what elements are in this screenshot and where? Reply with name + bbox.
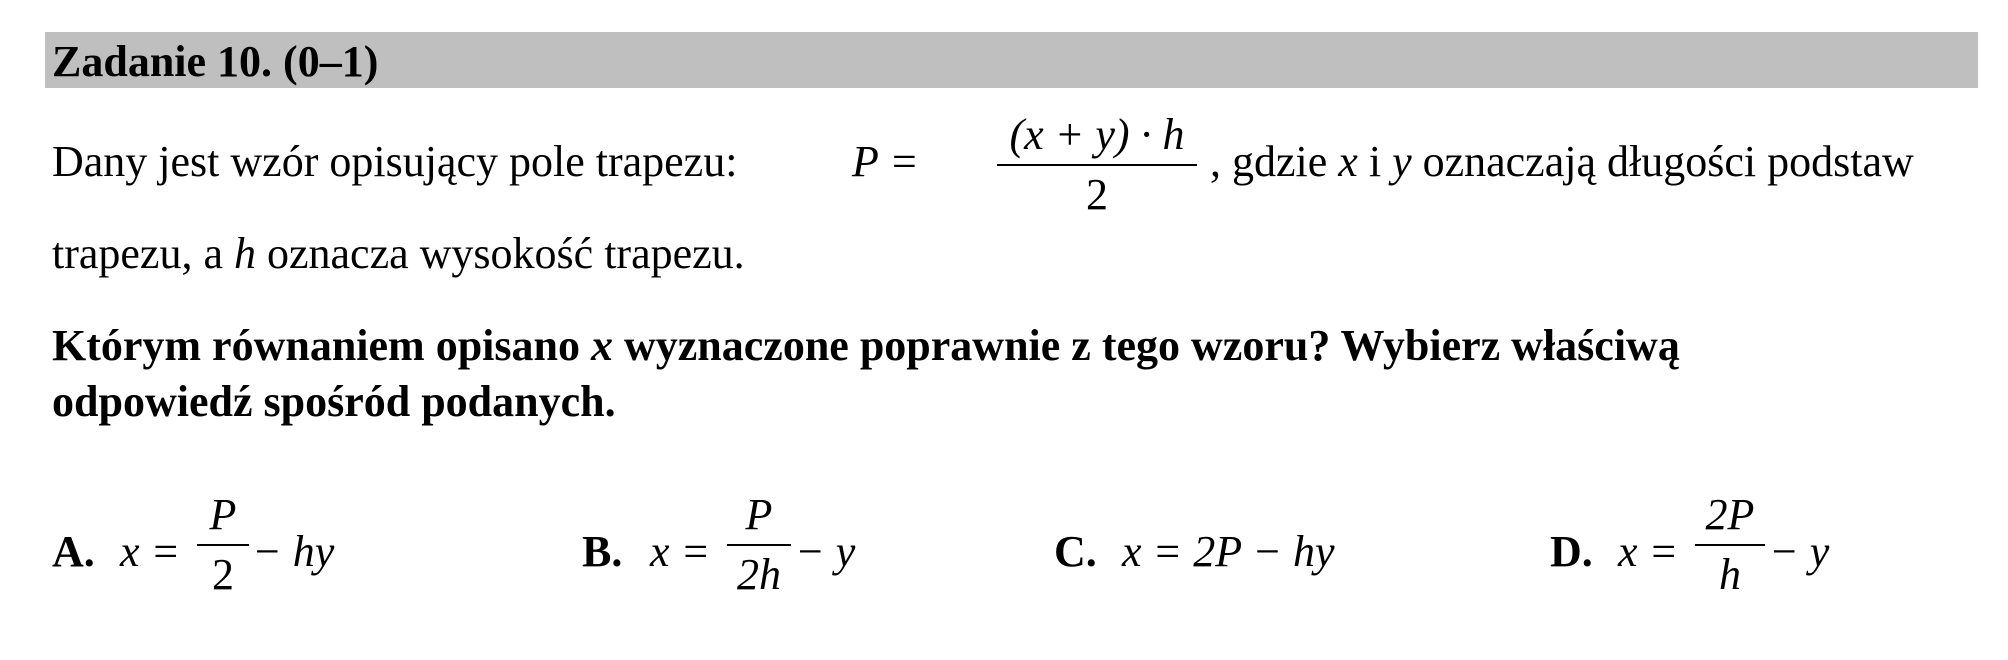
fraction-bar [997, 164, 1197, 166]
answer-denominator: h [1719, 550, 1741, 599]
answer-fraction [197, 490, 249, 600]
fraction-bar [727, 544, 791, 546]
answer-numerator: 2P [1705, 490, 1755, 539]
question-line-2: odpowiedź spośród podanych. [52, 377, 616, 426]
answer-option-d[interactable] [1550, 490, 1970, 620]
answer-option-a[interactable] [52, 490, 472, 620]
question-text-a: Którym równaniem opisano [52, 321, 591, 370]
answer-rhs: − y [795, 527, 856, 576]
answer-numerator: P [209, 490, 237, 539]
answer-letter: C. [1054, 527, 1097, 576]
var-h: h [234, 229, 256, 278]
question-text-b: wyznaczone poprawnie z tego wzoru? Wybierz właściwą [613, 321, 1680, 370]
intro-and: i [1357, 137, 1393, 186]
task-title: Zadanie 10. (0–1) [52, 37, 379, 86]
intro-line-2 [52, 228, 745, 279]
answer-rhs: − hy [252, 527, 335, 576]
var-x: x [1338, 137, 1358, 186]
intro-paragraph [52, 110, 1952, 230]
formula-numerator: (x + y) · h [1009, 110, 1185, 159]
intro-podstaw: oznaczają długości podstaw [1411, 137, 1914, 186]
answer-denominator: 2 [212, 550, 234, 599]
fraction-bar [1695, 544, 1765, 546]
answer-fraction [1695, 490, 1765, 600]
question-prompt [52, 318, 1972, 430]
intro-gdzie: , gdzie [1210, 137, 1339, 186]
answer-lhs: x = [120, 527, 181, 576]
question-line-1 [52, 318, 1972, 374]
formula-lhs: P = [852, 137, 919, 186]
var-y: y [1392, 137, 1412, 186]
answer-lhs: x = [1618, 527, 1679, 576]
formula-denominator: 2 [1086, 170, 1108, 219]
answer-fraction [727, 490, 791, 600]
answer-letter: D. [1550, 527, 1593, 576]
answer-letter: A. [52, 527, 95, 576]
answer-letter: B. [582, 527, 623, 576]
answer-numerator: P [745, 490, 773, 539]
fraction-bar [197, 544, 249, 546]
answer-option-b[interactable] [582, 490, 1002, 620]
intro-text: Dany jest wzór opisujący pole trapezu: [52, 137, 738, 186]
question-var-x: x [591, 321, 613, 370]
area-formula-fraction [997, 110, 1197, 220]
intro-trapezu: trapezu, a [52, 229, 234, 278]
answer-lhs: x = [650, 527, 711, 576]
answer-denominator: 2h [737, 550, 781, 599]
intro-wysokosc: oznacza wysokość trapezu. [256, 229, 745, 278]
answer-option-c[interactable] [1054, 490, 1474, 620]
answer-rhs: − y [1769, 527, 1830, 576]
intro-text-continued [1210, 136, 1914, 187]
answer-expression: x = 2P − hy [1122, 527, 1335, 576]
